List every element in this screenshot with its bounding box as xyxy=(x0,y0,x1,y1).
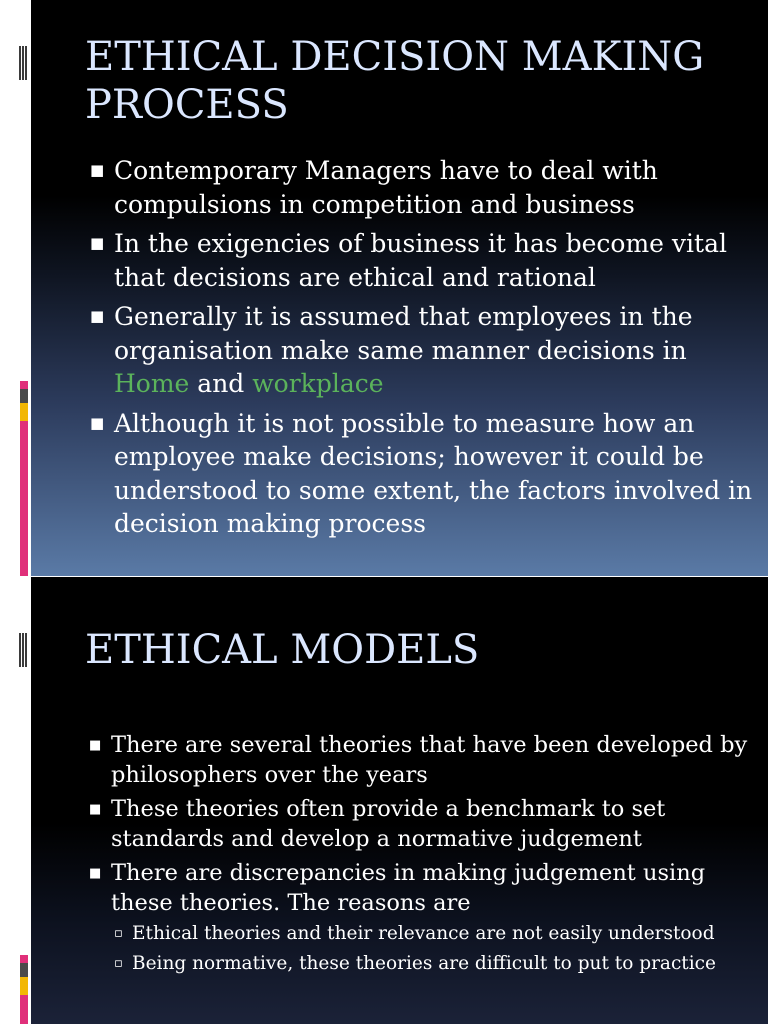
square-bullet-icon: ■ xyxy=(89,802,102,817)
slide-title-line2: PROCESS xyxy=(85,82,289,128)
list-item xyxy=(114,951,751,976)
list-item xyxy=(89,731,751,790)
slide-title-line1: ETHICAL DECISION MAKING xyxy=(85,34,705,80)
sub-bullet-text: Being normative, these theories are difficult to put to practice xyxy=(132,953,716,974)
slide-bullet-list xyxy=(89,731,751,981)
bullet-text: Contemporary Managers have to deal with compulsions in competition and business xyxy=(114,156,658,219)
list-item xyxy=(89,795,751,854)
square-bullet-icon: ■ xyxy=(90,307,105,325)
square-bullet-icon: ■ xyxy=(90,161,105,179)
highlight-home: Home xyxy=(114,369,190,398)
slide-title: ETHICAL MODELS xyxy=(85,627,480,673)
list-item xyxy=(90,154,754,221)
bullet-text: Although it is not possible to measure how an employee make decisions; however it could be understood to some extent, the factors involved in decision making process xyxy=(114,408,753,538)
sub-bullet-list xyxy=(111,921,751,976)
hollow-square-bullet-icon: ▫ xyxy=(114,926,123,941)
hollow-square-bullet-icon: ▫ xyxy=(114,956,123,971)
decorative-stripes-icon xyxy=(19,46,29,80)
list-item xyxy=(90,407,754,541)
square-bullet-icon: ■ xyxy=(89,738,102,753)
list-item xyxy=(89,859,751,976)
bullet-text-joiner: and xyxy=(189,369,253,398)
slide-bullet-list xyxy=(90,154,754,547)
slide-title xyxy=(85,33,704,129)
list-item xyxy=(114,921,751,946)
list-item xyxy=(90,227,754,294)
list-item xyxy=(90,300,754,401)
accent-color-bars xyxy=(20,955,28,1024)
square-bullet-icon: ■ xyxy=(90,413,105,432)
square-bullet-icon: ■ xyxy=(90,234,105,252)
bullet-text: These theories often provide a benchmark to set standards and develop a normative judgement xyxy=(111,796,666,852)
bullet-text: There are discrepancies in making judgement using these theories. The reasons are xyxy=(111,860,706,916)
bullet-text: Generally it is assumed that employees in the organisation make same manner decisions in xyxy=(114,302,693,365)
decorative-stripes-icon xyxy=(19,633,29,667)
highlight-workplace: workplace xyxy=(252,369,384,398)
bullet-text: There are several theories that have been developed by philosophers over the years xyxy=(111,732,748,788)
accent-color-bars xyxy=(20,381,28,576)
slide-ethical-models xyxy=(0,577,768,1024)
bullet-text: In the exigencies of business it has become vital that decisions are ethical and rational xyxy=(114,229,727,292)
sub-bullet-text: Ethical theories and their relevance are not easily understood xyxy=(132,923,715,944)
square-bullet-icon: ■ xyxy=(89,866,102,881)
